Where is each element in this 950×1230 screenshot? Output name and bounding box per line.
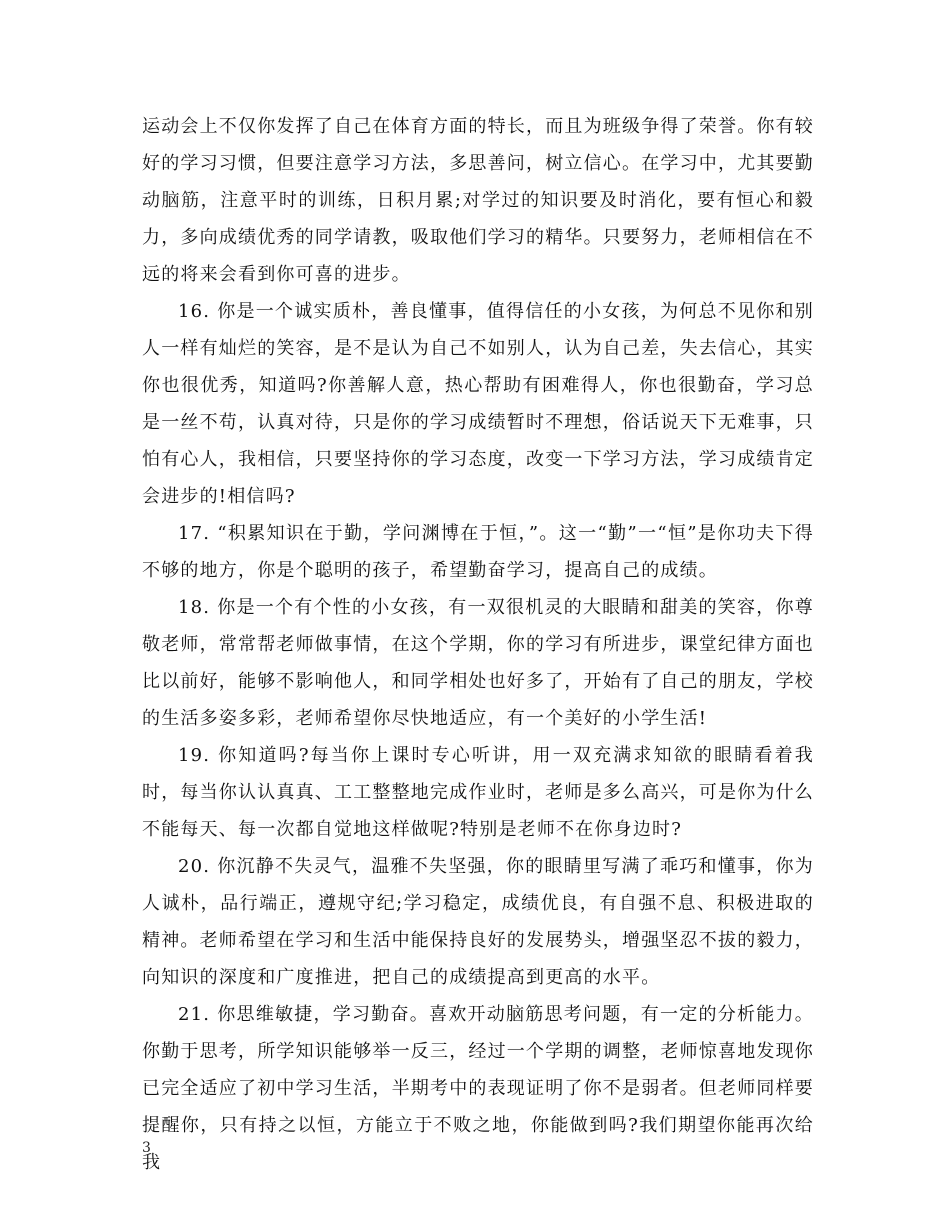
paragraph-continuation: 运动会上不仅你发挥了自己在体育方面的特长，而且为班级争得了荣誉。你有较好的学习习惯，但要注意学习方法，多思善问，树立信心。在学习中，尤其要勤动脑筋，注意平时的训练，日积月累;对学过的知识要及时消化，要有恒心和毅力，多向成绩优秀的同学请教，吸取他们学习的精华。只要努力，老师相信在不远的将来会看到你可喜的进步。 <box>142 116 814 285</box>
document-body <box>142 108 814 1181</box>
paragraph-item-20: 20. 你沉静不失灵气，温雅不失坚强，你的眼睛里写满了乖巧和懂事，你为人诚朴，品行端正，遵规守纪;学习稳定，成绩优良，有自强不息、积极进取的精神。老师希望在学习和生活中能保持良好的发展势头，增强坚忍不拔的毅力，向知识的深度和广度推进，把自己的成绩提高到更高的水平。 <box>142 856 814 988</box>
paragraph-item-18: 18. 你是一个有个性的小女孩，有一双很机灵的大眼睛和甜美的笑容，你尊敬老师，常常帮老师做事情，在这个学期，你的学习有所进步，课堂纪律方面也比以前好，能够不影响他人，和同学相处也好多了，开始有了自己的朋友，学校的生活多姿多彩，老师希望你尽快地适应，有一个美好的小学生活! <box>142 597 814 729</box>
paragraph-item-16: 16. 你是一个诚实质朴，善良懂事，值得信任的小女孩，为何总不见你和别人一样有灿烂的笑容，是不是认为自己不如别人，认为自己差，失去信心，其实你也很优秀，知道吗?你善解人意，热心帮助有困难得人，你也很勤奋，学习总是一丝不苟，认真对待，只是你的学习成绩暂时不理想，俗话说天下无难事，只怕有心人，我相信，只要坚持你的学习态度，改变一下学习方法，学习成绩肯定会进步的!相信吗? <box>142 301 814 507</box>
page-number: 3 <box>142 1140 151 1156</box>
paragraph-item-17: 17. “积累知识在于勤，学问渊博在于恒，”。这一“勤”一“恒”是你功夫下得不够的地方，你是个聪明的孩子，希望勤奋学习，提高自己的成绩。 <box>142 523 814 581</box>
paragraph-item-19: 19. 你知道吗?每当你上课时专心听讲，用一双充满求知欲的眼睛看着我时，每当你认认真真、工工整整地完成作业时，老师是多么高兴，可是你为什么不能每天、每一次都自觉地这样做呢?特别是老师不在你身边时? <box>142 745 814 840</box>
paragraph-item-21: 21. 你思维敏捷，学习勤奋。喜欢开动脑筋思考问题，有一定的分析能力。你勤于思考，所学知识能够举一反三，经过一个学期的调整，老师惊喜地发现你已完全适应了初中学习生活，半期考中的表现证明了你不是弱者。但老师同样要提醒你，只有持之以恒，方能立于不败之地，你能做到吗?我们期望你能再次给我 <box>142 1004 814 1173</box>
